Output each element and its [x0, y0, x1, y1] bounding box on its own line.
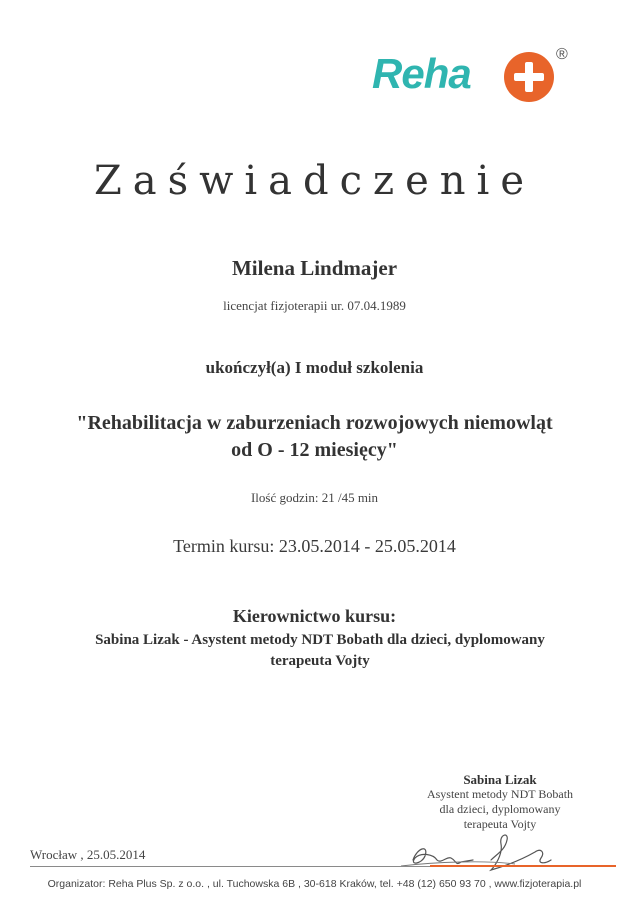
place-and-date: Wrocław , 25.05.2014 — [30, 847, 146, 862]
plus-circle-icon — [504, 52, 554, 102]
management-line-2: terapeuta Vojty — [270, 653, 370, 669]
management-line-1: Sabina Lizak - Asystent metody NDT Bobath dla dzieci, dyplomowany — [95, 632, 545, 648]
recipient-name: Milena Lindmajer — [231, 256, 398, 280]
recipient-license: licencjat fizjoterapii ur. 07.04.1989 — [223, 298, 406, 313]
organizer-footer: Organizator: Reha Plus Sp. z o.o. , ul. Tuchowska 6B , 30-618 Kraków, tel. +48 (12) 650 93 70 , www.fizjoterapia.pl — [47, 878, 582, 890]
logo-wordmark: Reha — [372, 50, 471, 97]
certificate-title: Zaświadczenie — [93, 158, 536, 204]
signatory-name: Sabina Lizak — [463, 772, 537, 787]
course-title-line-2: od O - 12 miesięcy" — [231, 439, 398, 461]
management-details — [40, 630, 600, 672]
reha-plus-logo — [368, 46, 578, 112]
signatory-block — [400, 772, 600, 832]
signatory-line-1: Asystent metody NDT Bobath — [426, 787, 574, 801]
registered-mark: ® — [556, 46, 568, 63]
course-title-line-1: "Rehabilitacja w zaburzeniach rozwojowych niemowląt — [76, 412, 553, 434]
signatory-line-3: terapeuta Vojty — [463, 817, 537, 831]
footer-accent-line — [430, 865, 616, 867]
course-title — [0, 410, 629, 464]
signatory-line-2: dla dzieci, dyplomowany — [439, 802, 561, 816]
course-hours: Ilość godzin: 21 /45 min — [250, 490, 379, 505]
management-heading: Kierownictwo kursu: — [232, 606, 397, 626]
completion-text: ukończył(a) I moduł szkolenia — [205, 358, 424, 377]
course-term: Termin kursu: 23.05.2014 - 25.05.2014 — [173, 536, 456, 556]
